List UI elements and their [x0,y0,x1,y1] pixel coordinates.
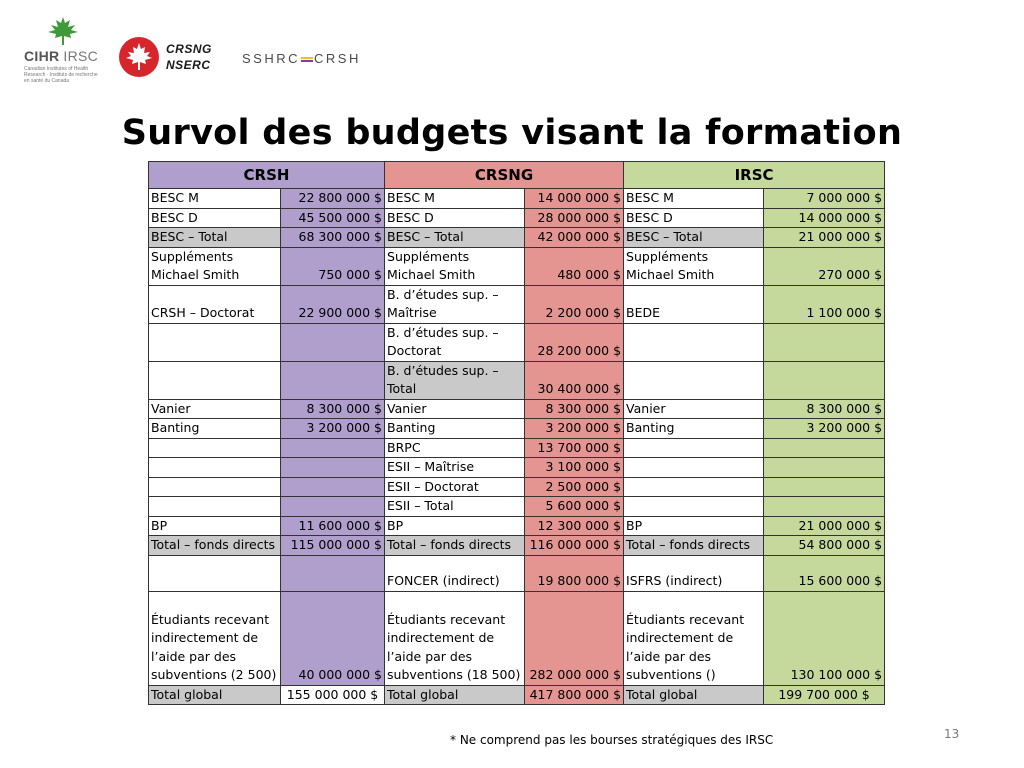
table-row [149,438,885,458]
crsh-value: 40 000 000 $ [281,591,385,685]
irsc-label [624,323,764,361]
crsh-value [281,458,385,478]
crsng-label: ESII – Total [385,497,525,517]
crsng-value: 480 000 $ [525,247,624,285]
table-row [149,189,885,209]
irsc-label: BEDE [624,285,764,323]
irsc-label: Banting [624,419,764,439]
nserc-leaf-icon [118,36,160,78]
crsng-label [385,247,525,285]
crsh-value: 68 300 000 $ [281,228,385,248]
label-line: Maîtrise [387,305,437,320]
label-line: l’aide par des [151,648,237,664]
table-row-subtotal [149,228,885,248]
label-line: Étudiants recevant [151,611,270,627]
sshrc-text: SSHRC [242,51,301,66]
label-line: l’aide par des [626,648,712,664]
crsh-value: 155 000 000 $ [281,685,385,705]
crsng-label: BESC M [385,189,525,209]
table-header-row [149,162,885,189]
crsh-label: BESC D [149,208,281,228]
crsh-label [149,458,281,478]
crsh-label: BESC – Total [149,228,281,248]
label-line: B. d’études sup. – [387,286,499,302]
irsc-label: Total – fonds directs [624,536,764,556]
irsc-label [624,458,764,478]
table-row [149,285,885,323]
crsh-value [281,555,385,591]
crsng-value: 13 700 000 $ [525,438,624,458]
irsc-value [764,323,885,361]
table-row [149,323,885,361]
crsng-value: 19 800 000 $ [525,555,624,591]
label-line: Suppléments [626,248,709,264]
label-line: Michael Smith [626,267,715,282]
table-row [149,497,885,517]
irsc-value: 199 700 000 $ [764,685,885,705]
crsng-label [385,323,525,361]
irsc-label [624,591,764,685]
crsng-value: 14 000 000 $ [525,189,624,209]
crsng-value: 8 300 000 $ [525,399,624,419]
cihr-text: CIHR [24,48,60,64]
table-row [149,555,885,591]
label-line: l’aide par des [387,648,473,664]
crsh-label [149,247,281,285]
label-line: subventions (2 500) [151,667,277,682]
cihr-logo [18,16,108,84]
irsc-value [764,497,885,517]
crsng-value: 282 000 000 $ [525,591,624,685]
crsng-label: BP [385,516,525,536]
crsng-label: BRPC [385,438,525,458]
table-row [149,477,885,497]
irsc-value: 7 000 000 $ [764,189,885,209]
irsc-value: 8 300 000 $ [764,399,885,419]
crsh-label: Total – fonds directs [149,536,281,556]
crsh-value [281,361,385,399]
irsc-value: 21 000 000 $ [764,228,885,248]
label-line: Total [387,381,417,396]
crsh-label: Total global [149,685,281,705]
table-row-subtotal [149,536,885,556]
crsng-value: 28 000 000 $ [525,208,624,228]
page-number: 13 [944,727,960,741]
table-row [149,399,885,419]
irsc-label: BESC M [624,189,764,209]
crsng-label: FONCER (indirect) [385,555,525,591]
crsng-label: Banting [385,419,525,439]
label-line: Étudiants recevant [387,611,506,627]
crsng-label: Total global [385,685,525,705]
crsng-value: 116 000 000 $ [525,536,624,556]
logo-bar [18,16,398,86]
irsc-value [764,438,885,458]
table-row [149,458,885,478]
crsh-value: 11 600 000 $ [281,516,385,536]
label-line: indirectement de [151,630,259,645]
crsh-label: Banting [149,419,281,439]
irsc-value: 15 600 000 $ [764,555,885,591]
crsh-label: Vanier [149,399,281,419]
crsng-value: 3 200 000 $ [525,419,624,439]
crsh-value: 45 500 000 $ [281,208,385,228]
crsng-logo-text: CRSNG [166,42,212,56]
label-line: Michael Smith [387,267,476,282]
header-crsng: CRSNG [385,162,624,189]
label-line: Doctorat [387,343,442,358]
crsh-label [149,477,281,497]
label-line: B. d’études sup. – [387,362,499,378]
crsng-label: BESC D [385,208,525,228]
label-line: indirectement de [387,630,495,645]
crsng-value: 417 800 000 $ [525,685,624,705]
crsh-label [149,361,281,399]
irsc-label: BESC – Total [624,228,764,248]
label-line: Suppléments [151,248,234,264]
crsng-label: Vanier [385,399,525,419]
crsh-label [149,497,281,517]
crsng-label [385,361,525,399]
crsh-label [149,323,281,361]
table-row [149,591,885,685]
maple-leaf-icon [46,16,80,46]
irsc-label: BESC D [624,208,764,228]
footnote: * Ne comprend pas les bourses stratégiques des IRSC [450,733,774,747]
crsh-label [149,591,281,685]
crsng-value: 2 500 000 $ [525,477,624,497]
crsng-value: 3 100 000 $ [525,458,624,478]
label-line: subventions () [626,667,716,682]
table-row [149,516,885,536]
irsc-value [764,477,885,497]
crsng-value: 30 400 000 $ [525,361,624,399]
irsc-label [624,497,764,517]
nserc-logo [118,36,218,80]
label-line: indirectement de [626,630,734,645]
crsng-label: BESC – Total [385,228,525,248]
crsh-value: 22 800 000 $ [281,189,385,209]
crsh-label: BP [149,516,281,536]
irsc-label [624,438,764,458]
crsng-value: 28 200 000 $ [525,323,624,361]
crsng-label: Total – fonds directs [385,536,525,556]
irsc-value: 130 100 000 $ [764,591,885,685]
crsng-label: ESII – Doctorat [385,477,525,497]
nserc-logo-text: NSERC [166,58,211,72]
irsc-value: 3 200 000 $ [764,419,885,439]
irsc-label [624,247,764,285]
table-row [149,208,885,228]
crsng-label [385,285,525,323]
crsng-label [385,591,525,685]
label-line: Michael Smith [151,267,240,282]
crsh-value [281,477,385,497]
irsc-value: 14 000 000 $ [764,208,885,228]
label-line: Suppléments [387,248,470,264]
crsh-value: 8 300 000 $ [281,399,385,419]
table-row [149,247,885,285]
page-title: Survol des budgets visant la formation [121,113,903,153]
label-line: Étudiants recevant [626,611,745,627]
crsh-label: BESC M [149,189,281,209]
crsh-value [281,438,385,458]
crsh-label: CRSH – Doctorat [149,285,281,323]
table-row [149,419,885,439]
cihr-subtitle: Canadian Institutes of Health Research · Instituts de recherche en santé du Canada [24,66,98,84]
irsc-text: IRSC [63,48,99,64]
table-row-grand-total [149,685,885,705]
header-irsc: IRSC [624,162,885,189]
crsh-label [149,555,281,591]
irsc-label: Vanier [624,399,764,419]
budget-table [148,161,885,705]
crsng-label: ESII – Maîtrise [385,458,525,478]
sshrc-bars-icon [301,56,313,63]
label-line: subventions (18 500) [387,667,521,682]
crsng-value: 2 200 000 $ [525,285,624,323]
header-crsh: CRSH [149,162,385,189]
crsng-value: 5 600 000 $ [525,497,624,517]
irsc-value: 21 000 000 $ [764,516,885,536]
irsc-value [764,458,885,478]
crsng-value: 12 300 000 $ [525,516,624,536]
irsc-value [764,361,885,399]
label-line: B. d’études sup. – [387,324,499,340]
crsh-text: CRSH [314,51,361,66]
irsc-label: Total global [624,685,764,705]
irsc-label: BP [624,516,764,536]
irsc-value: 1 100 000 $ [764,285,885,323]
irsc-value: 54 800 000 $ [764,536,885,556]
irsc-value: 270 000 $ [764,247,885,285]
crsng-value: 42 000 000 $ [525,228,624,248]
irsc-label [624,361,764,399]
crsh-value: 22 900 000 $ [281,285,385,323]
crsh-value: 750 000 $ [281,247,385,285]
sshrc-logo [242,51,361,66]
crsh-value: 115 000 000 $ [281,536,385,556]
crsh-value [281,323,385,361]
irsc-label [624,477,764,497]
crsh-label [149,438,281,458]
table-row [149,361,885,399]
crsh-value [281,497,385,517]
irsc-label: ISFRS (indirect) [624,555,764,591]
crsh-value: 3 200 000 $ [281,419,385,439]
